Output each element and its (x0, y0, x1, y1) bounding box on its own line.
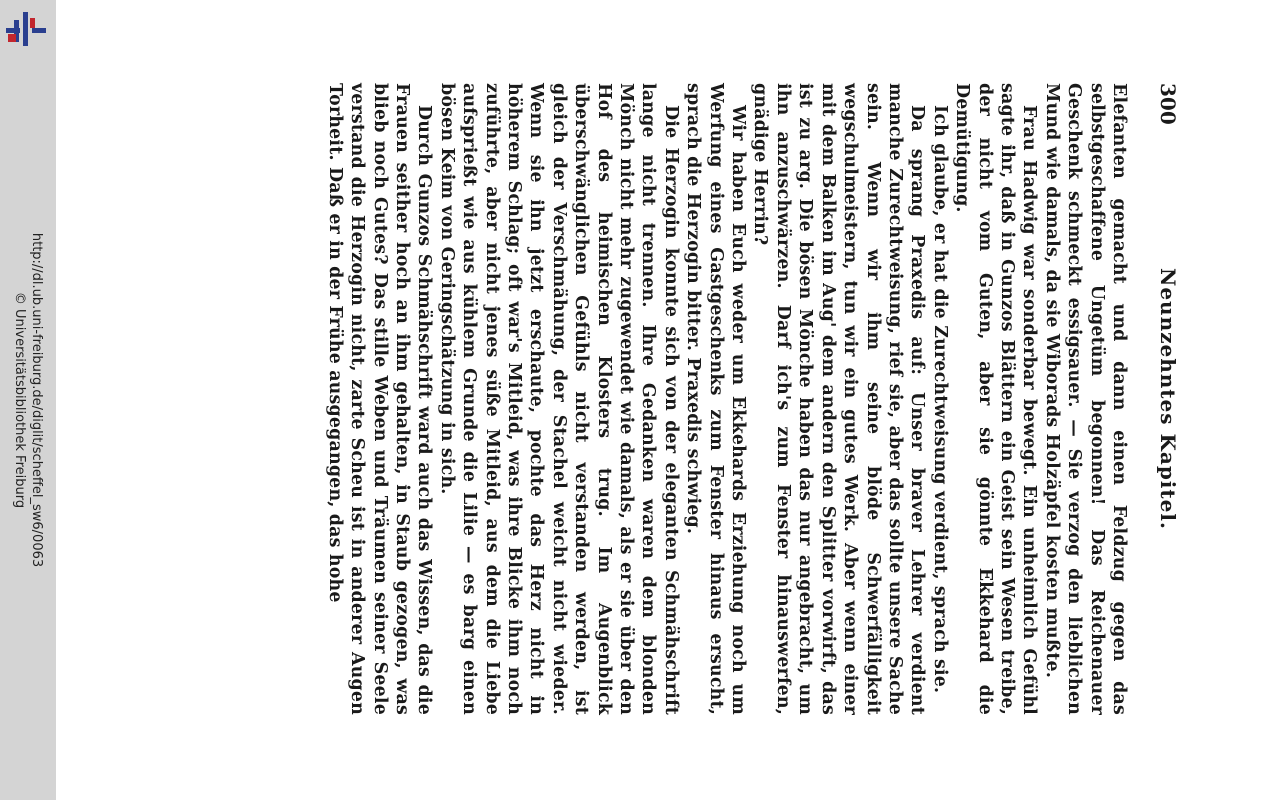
running-head: Neunzehntes Kapitel. (1156, 268, 1180, 530)
page-viewer[interactable] (56, 0, 1265, 800)
paragraph: Elefanten gemacht und dann einen Feldzug gegen das selbstgeschaffene Ungetüm begonnen! Das Reichenauer Geschenk schmeckt essigsauer. — Sie verzog den lieblichen Mund wie damals, da sie Wiborads Holzäpfel kosten mußte. (1041, 83, 1129, 715)
copyright-notice: © Universitätsbibliothek Freiburg (12, 291, 27, 509)
source-url[interactable]: http://dl.ub.uni-freiburg.de/diglit/scheffel_sw6/0063 (29, 232, 44, 568)
paragraph: Wir haben Euch weder um Ekkehards Erziehung noch um Werfung eines Gastgeschenks zum Fenster hinaus ersucht, sprach die Herzogin bitter. Praxedis schwieg. (683, 83, 749, 715)
paragraph: Da sprang Praxedis auf: Unser braver Lehrer verdient manche Zurechtweisung, rief sie, aber das sollte unsere Sache sein. Wenn wir ihm seine blöde Schwerfälligkeit wegschulmeistern, tun wir ein gutes Werk. Aber wenn einer mit dem Balken im Aug' dem andern den Splitter vorwirft, das ist zu arg. Die bösen Mönche haben das nur angebracht, um ihn anzuschwärzen. Darf ich's zum Fenster hinauswerfen, gnädige Herrin? (750, 83, 928, 715)
sidebar-caption (11, 20, 45, 780)
paragraph: Die Herzogin konnte sich von der eleganten Schmähschrift lange nicht trennen. Ihre Gedanken waren dem blonden Mönch nicht mehr zugewendet wie damals, als er sie über den Hof des heimischen Klosters trug. Im Augenblick überschwänglichen Gefühls nicht verstanden werden, ist gleich der Verschmähung, der Stachel weicht nicht wieder. Wenn sie ihn jetzt erschaute, pochte das Herz nicht in höherem Schlag; oft war's Mitleid, was ihre Blicke ihm noch zuführte, aber nicht jenes süße Mitleid, aus dem die Liebe aufsprießt wie aus kühlem Grunde die Lilie — es barg einen bösen Keim von Geringschätzung in sich. (436, 83, 681, 715)
paragraph: Ich glaube, er hat die Zurechtweisung verdient, sprach sie. (929, 105, 950, 694)
page-body (323, 83, 1130, 715)
page-number: 300 (1156, 83, 1180, 125)
page-header (1150, 83, 1180, 715)
paragraph: Durch Gunzos Schmähschrift ward auch das Wissen, das die Frauen seither hoch an ihm gehalten, in Staub gezogen, was blieb noch Gutes? Das stille Weben und Träumen seiner Seele verstand die Herzogin nicht, zarte Scheu ist in anderer Augen Torheit. Daß er in der Frühe ausgegangen, das hohe (324, 83, 435, 715)
sidebar (0, 0, 56, 800)
scanned-page (140, 65, 1180, 725)
paragraph: Frau Hadwig war sonderbar bewegt. Ein unheimlich Gefühl sagte ihr, daß in Gunzos Blättern ein Geist sein Wesen treibe, der nicht vom Guten, aber sie gönnte Ekkehard die Demütigung. (952, 83, 1040, 715)
